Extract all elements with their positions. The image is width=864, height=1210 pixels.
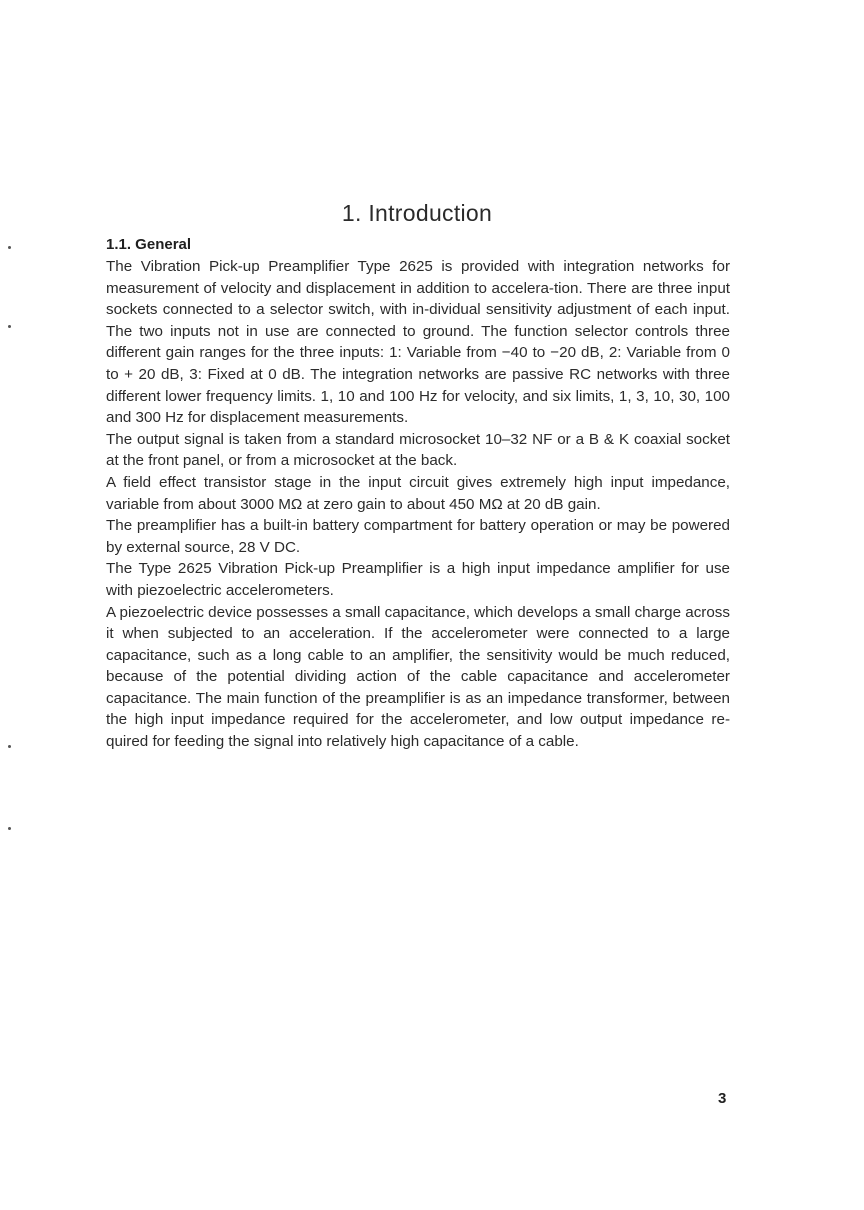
section-heading: 1.1. General [106, 236, 192, 253]
paragraph-input-impedance: A field effect transistor stage in the input circuit gives extremely high input impedance, variable from about 3000 MΩ at zero gain to about 450 MΩ at 20 dB gain. [106, 473, 730, 513]
paragraph-power-supply: The preamplifier has a built-in battery compartment for battery operation or may be powered by external source, 28 V DC. [106, 517, 730, 556]
paragraph-output-signal: The output signal is taken from a standard microsocket 10–32 NF or a B & K coaxial socket at the front panel, or from a microsocket at the back. [106, 430, 730, 470]
paragraph-overview: The Vibration Pick-up Preamplifier Type 2625 is provided with integration networks for measurement of velocity and displacement in addition to accelera-tion. There are three input sockets connected to a selector switch, with in-dividual sensitivity adjustment of each input. The two inputs not in use are connected to ground. The function selector controls three different gain ranges for the three inputs: 1: Variable from −40 to −20 dB, 2: Variable from 0 to + 20 dB, 3: Fixed at 0 dB. The integration networks are passive RC networks with three different lower frequency limits. 1, 10 and 100 Hz for velocity, and six limits, 1, 3, 10, 30, 100 and 300 Hz for displacement measurements. [106, 258, 730, 427]
margin-speck [8, 246, 11, 249]
paragraph-piezoelectric: A piezoelectric device possesses a small capacitance, which develops a small charge across it when subjected to an acceleration. If the accelerometer were connected to a large capacitance, such as a long cable to an amplifier, the sensitivity would be much reduced, because of the potential dividing action of the cable capacitance and accelerometer capacitance. The main function of the preamplifier is as an impedance transformer, between the high input impedance required for the accelerometer, and low output impedance re-quired for feeding the signal into relatively high capacitance of a cable. [106, 603, 730, 751]
section-general [106, 235, 730, 753]
margin-speck [8, 745, 11, 748]
margin-speck [8, 325, 11, 328]
margin-speck [8, 827, 11, 830]
chapter-title: 1. Introduction [341, 200, 493, 226]
page-number: 3 [718, 1090, 727, 1107]
paragraph-purpose: The Type 2625 Vibration Pick-up Preamplifier is a high input impedance amplifier for use with piezoelectric accelerometers. [106, 560, 730, 599]
